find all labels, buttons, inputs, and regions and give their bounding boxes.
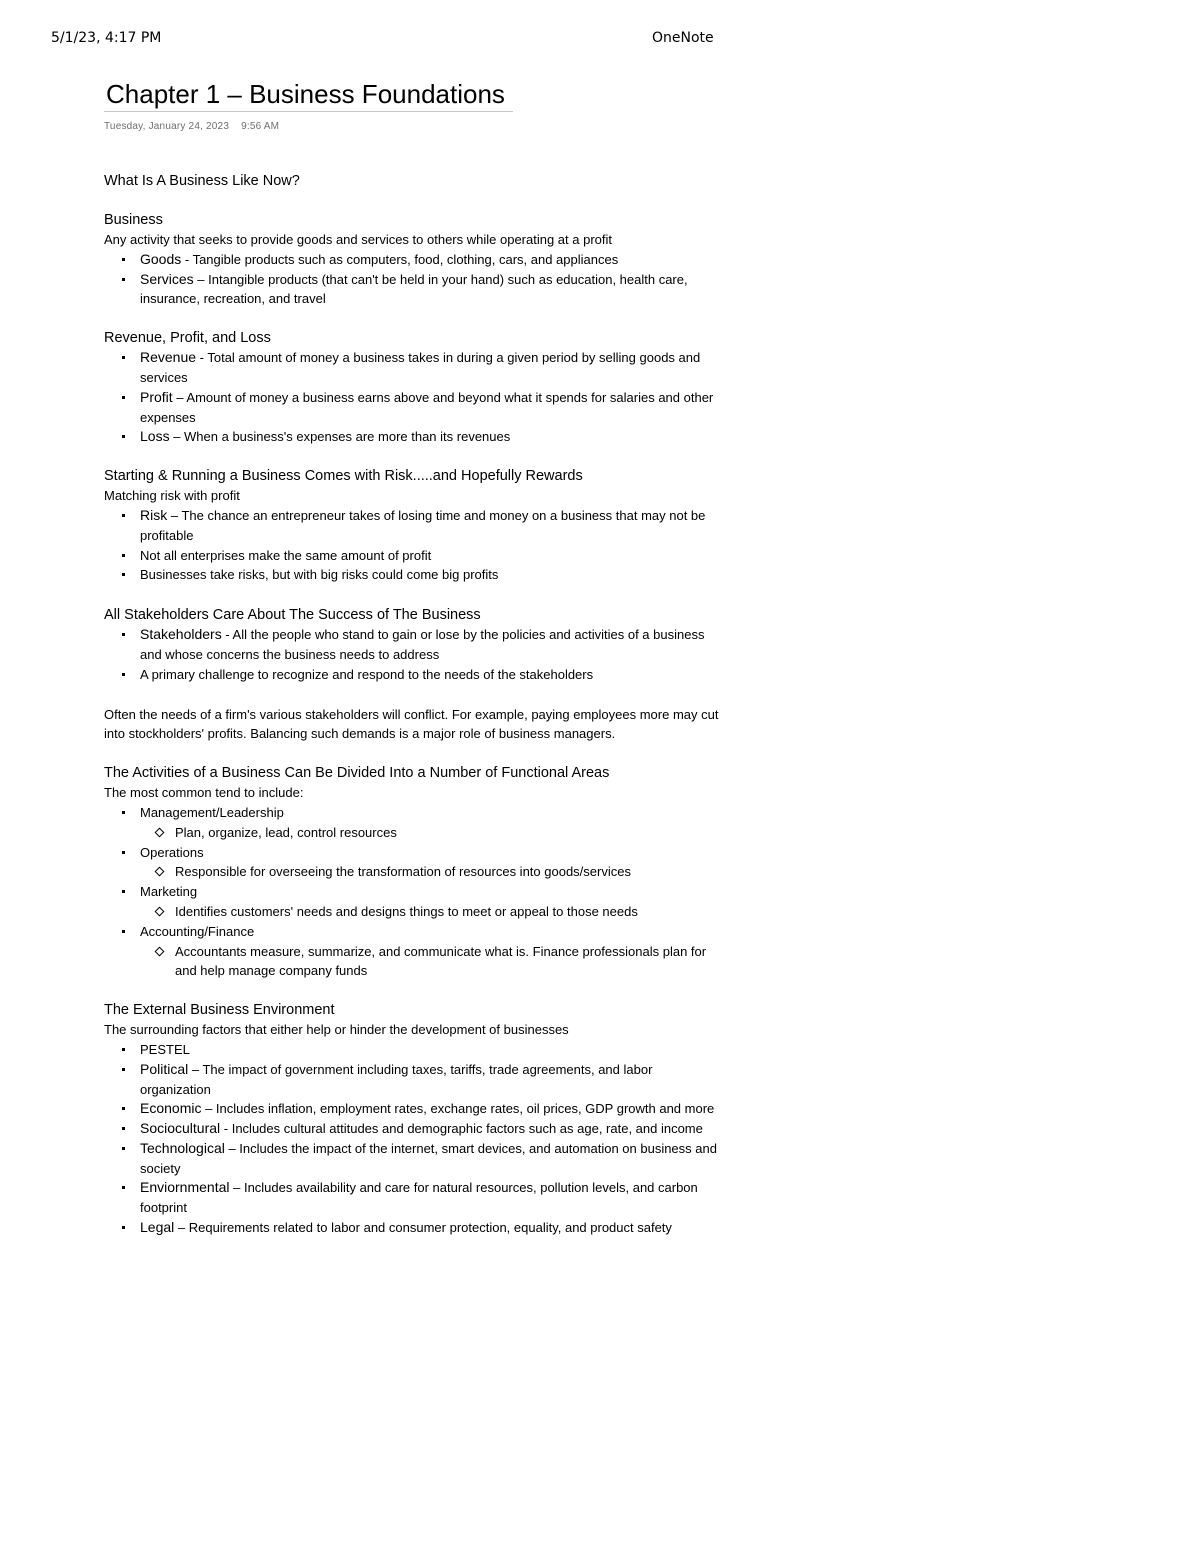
term-label: Goods (140, 250, 182, 267)
bullet-list (104, 506, 724, 585)
functional-area-subitem: Responsible for overseeing the transformation of resources into goods/services (104, 862, 724, 882)
bullet-list (104, 625, 724, 684)
item-text: - All the people who stand to gain or lose by the policies and activities of a business and whose concerns the business needs to address (140, 627, 705, 662)
functional-area-subitem: Plan, organize, lead, control resources (104, 823, 724, 843)
section-heading: Starting & Running a Business Comes with Risk.....and Hopefully Rewards (104, 468, 583, 485)
functional-list (104, 803, 724, 981)
functional-area-item: Operations (104, 843, 724, 863)
stakeholders-paragraph: Often the needs of a firm's various stakeholders will conflict. For example, paying employees more may cut into stockholders' profits. Balancing such demands is a major role of business managers. (104, 706, 719, 742)
list-item (104, 1139, 724, 1179)
item-text: – Intangible products (that can't be held in your hand) such as education, health care, insurance, recreation, and travel (140, 271, 688, 307)
intro-heading: What Is A Business Like Now? (104, 173, 300, 189)
term-label: Stakeholders (140, 626, 222, 643)
item-text: – Includes the impact of the internet, smart devices, and automation on business and society (140, 1140, 717, 1176)
term-label: Risk (140, 506, 168, 523)
functional-area-subitem: Accountants measure, summarize, and communicate what is. Finance professionals plan for and help manage company funds (104, 942, 724, 982)
section-subtitle: The surrounding factors that either help or hinder the development of businesses (104, 1022, 569, 1038)
list-item (104, 1060, 724, 1100)
functional-area-item: Marketing (104, 882, 724, 902)
list-item (104, 1178, 724, 1218)
page-title: Chapter 1 – Business Foundations (104, 78, 513, 112)
section-revenue (104, 328, 724, 447)
section-external-environment (104, 1000, 724, 1238)
item-text: – When a business's expenses are more than its revenues (169, 429, 511, 445)
list-item (104, 565, 724, 585)
list-item (104, 1119, 724, 1139)
term-label: Profit (140, 388, 173, 405)
list-item (104, 348, 724, 388)
list-item (104, 546, 724, 566)
item-text: - Tangible products such as computers, food, clothing, cars, and appliances (181, 251, 619, 267)
page-date: Tuesday, January 24, 2023 (104, 121, 230, 132)
item-text: – Includes inflation, employment rates, exchange rates, oil prices, GDP growth and more (201, 1101, 715, 1117)
term-label: Enviornmental (140, 1179, 230, 1196)
list-item (104, 1218, 724, 1238)
functional-area-subitem: Identifies customers' needs and designs things to meet or appeal to those needs (104, 902, 724, 922)
section-heading: All Stakeholders Care About The Success of The Business (104, 607, 481, 624)
section-heading: Revenue, Profit, and Loss (104, 330, 271, 347)
item-text: - Includes cultural attitudes and demographic factors such as age, rate, and income (220, 1121, 703, 1137)
section-subtitle: Matching risk with profit (104, 488, 240, 504)
item-text: A primary challenge to recognize and respond to the needs of the stakeholders (140, 666, 594, 682)
list-item (104, 665, 724, 685)
list-item (104, 1099, 724, 1119)
section-risk (104, 466, 724, 585)
list-item (104, 270, 724, 310)
term-label: Legal (140, 1219, 175, 1236)
item-text: PESTEL (140, 1041, 190, 1057)
item-text: – The chance an entrepreneur takes of losing time and money on a business that may not be profitable (140, 507, 706, 543)
term-label: Revenue (140, 349, 197, 366)
section-definition: Any activity that seeks to provide goods and services to others while operating at a profit (104, 232, 612, 247)
item-text: – Includes availability and care for natural resources, pollution levels, and carbon footprint (140, 1180, 698, 1216)
page-timestamp (104, 121, 724, 132)
term-label: Loss (140, 428, 170, 445)
item-text: Not all enterprises make the same amount of profit (140, 547, 432, 563)
list-item (104, 388, 724, 428)
print-date: 5/1/23, 4:17 PM (51, 30, 162, 46)
list-item (104, 1040, 724, 1060)
term-label: Technological (140, 1139, 225, 1156)
term-label: Economic (140, 1100, 202, 1117)
item-text: – Requirements related to labor and consumer protection, equality, and product safety (174, 1220, 672, 1236)
print-header (51, 30, 721, 50)
item-text: – Amount of money a business earns above and beyond what it spends for salaries and other expenses (140, 389, 714, 425)
list-item (104, 427, 724, 447)
bullet-list (104, 348, 724, 447)
functional-area-item: Management/Leadership (104, 803, 724, 823)
bullet-list (104, 1040, 724, 1238)
page-time: 9:56 AM (241, 121, 280, 132)
section-subtitle: The most common tend to include: (104, 785, 304, 801)
section-stakeholders (104, 605, 724, 744)
list-item (104, 625, 724, 665)
print-app-name: OneNote (652, 30, 714, 46)
section-heading: The External Business Environment (104, 1002, 335, 1019)
term-label: Sociocultural (140, 1120, 221, 1137)
list-item (104, 250, 724, 270)
functional-area-item: Accounting/Finance (104, 922, 724, 942)
section-functional-areas (104, 763, 724, 981)
term-label: Services (140, 270, 194, 287)
item-text: – The impact of government including taxes, tariffs, trade agreements, and labor organization (140, 1061, 653, 1097)
section-business (104, 210, 724, 309)
item-text: - Total amount of money a business takes in during a given period by selling goods and services (140, 350, 701, 385)
term-label: Political (140, 1060, 189, 1077)
list-item (104, 506, 724, 546)
section-heading: The Activities of a Business Can Be Divided Into a Number of Functional Areas (104, 765, 610, 782)
section-heading: Business (104, 212, 163, 228)
item-text: Businesses take risks, but with big risks could come big profits (140, 567, 499, 583)
note-page (104, 78, 724, 1238)
bullet-list (104, 250, 724, 309)
